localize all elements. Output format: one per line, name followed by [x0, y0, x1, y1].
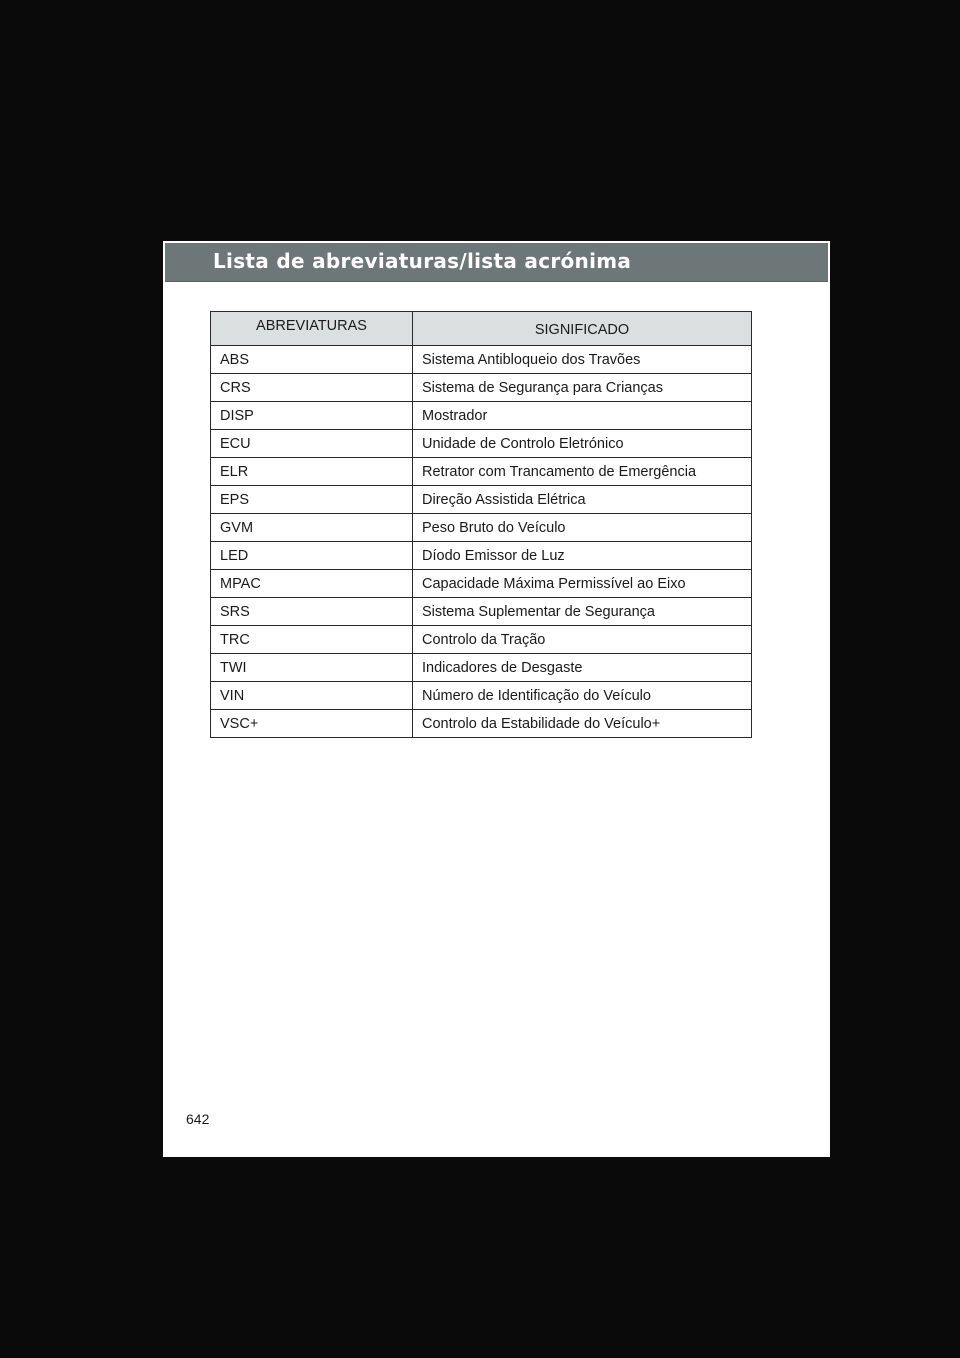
table-row — [211, 682, 752, 710]
meaning-cell: Controlo da Estabilidade do Veículo+ — [413, 710, 752, 738]
section-title-bar — [165, 243, 828, 282]
meaning-cell: Peso Bruto do Veículo — [413, 514, 752, 542]
table-row — [211, 654, 752, 682]
meaning-cell: Mostrador — [413, 402, 752, 430]
meaning-cell: Unidade de Controlo Eletrónico — [413, 430, 752, 458]
table-row — [211, 346, 752, 374]
table-row — [211, 542, 752, 570]
abbreviation-cell: GVM — [211, 514, 413, 542]
table-row — [211, 430, 752, 458]
table-row — [211, 514, 752, 542]
meaning-cell: Sistema Antibloqueio dos Travões — [413, 346, 752, 374]
abbreviation-cell: VIN — [211, 682, 413, 710]
abbreviations-table — [210, 311, 752, 738]
table-header-row — [211, 312, 752, 346]
abbreviation-cell: ECU — [211, 430, 413, 458]
table-row — [211, 486, 752, 514]
abbreviation-cell: VSC+ — [211, 710, 413, 738]
meaning-cell: Indicadores de Desgaste — [413, 654, 752, 682]
meaning-cell: Número de Identificação do Veículo — [413, 682, 752, 710]
abbreviation-cell: LED — [211, 542, 413, 570]
column-header-abbreviations: ABREVIATURAS — [211, 312, 413, 346]
meaning-cell: Retrator com Trancamento de Emergência — [413, 458, 752, 486]
table-row — [211, 598, 752, 626]
abbreviation-cell: EPS — [211, 486, 413, 514]
abbreviation-cell: MPAC — [211, 570, 413, 598]
abbreviation-cell: DISP — [211, 402, 413, 430]
abbreviation-cell: ABS — [211, 346, 413, 374]
column-header-meaning: SIGNIFICADO — [413, 312, 752, 346]
meaning-cell: Controlo da Tração — [413, 626, 752, 654]
page-number: 642 — [186, 1111, 210, 1127]
abbreviation-cell: CRS — [211, 374, 413, 402]
table-row — [211, 570, 752, 598]
table-row — [211, 626, 752, 654]
meaning-cell: Direção Assistida Elétrica — [413, 486, 752, 514]
meaning-cell: Sistema Suplementar de Segurança — [413, 598, 752, 626]
table-row — [211, 458, 752, 486]
meaning-cell: Díodo Emissor de Luz — [413, 542, 752, 570]
abbreviation-cell: TRC — [211, 626, 413, 654]
table-row — [211, 710, 752, 738]
abbreviation-cell: SRS — [211, 598, 413, 626]
meaning-cell: Capacidade Máxima Permissível ao Eixo — [413, 570, 752, 598]
abbreviation-cell: TWI — [211, 654, 413, 682]
table-row — [211, 374, 752, 402]
abbreviation-cell: ELR — [211, 458, 413, 486]
meaning-cell: Sistema de Segurança para Crianças — [413, 374, 752, 402]
manual-page — [163, 241, 830, 1157]
page-title: Lista de abreviaturas/lista acrónima — [213, 249, 632, 273]
table-row — [211, 402, 752, 430]
